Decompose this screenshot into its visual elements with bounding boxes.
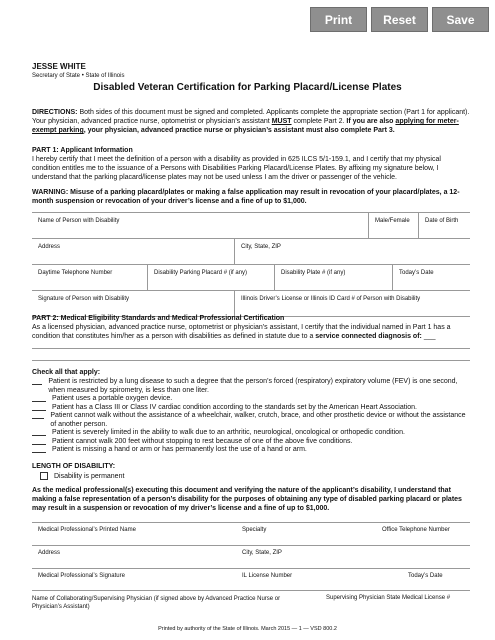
applicant-row-2 [32, 239, 470, 265]
check-item [32, 378, 470, 395]
check-blank[interactable] [32, 438, 46, 445]
check-item [32, 395, 470, 404]
permanent-checkbox[interactable] [40, 472, 48, 480]
check-item-text: Patient has a Class III or Class IV cardiac condition according to the standards set by the American Heart Association. [52, 403, 417, 411]
phone-field[interactable]: Daytime Telephone Number [38, 270, 113, 276]
page-title: Disabled Veteran Certification for Parking Placard/License Plates [93, 82, 402, 93]
check-item-text: Patient is severely limited in the ability to walk due to an arthritic, neurological, oncological or orthopedic condition. [52, 429, 405, 436]
signature-field[interactable]: Signature of Person with Disability [38, 296, 130, 302]
directions-meter-exempt: applying for meter-exempt parking [32, 118, 459, 134]
license-field[interactable]: Illinois Driver’s License or Illinois ID Card # of Person with Disability [234, 291, 470, 316]
footer: Printed by authority of the State of Illinois. March 2015 — 1 — VSD 800.2 [158, 626, 337, 632]
warning-text: Misuse of a parking placard/plates or making a false application may result in revocation of your placard/plates, a 12-month suspension or revocation of your driver’s license and a fine of up to $1,000. [32, 189, 460, 205]
check-item-text: Patient is restricted by a lung disease to such a degree that the person’s forced (respiratory) expiratory volume (FEV) is one second, when measured by spirometry, is less than one liter. [48, 378, 458, 394]
applicant-row-3 [32, 265, 470, 291]
name-field[interactable]: Name of Person with Disability [38, 218, 120, 224]
check-item-text: Patient cannot walk without the assistance of a wheelchair, walker, crutch, brace, and other prosthetic device or without the assistance of another person. [50, 412, 466, 428]
check-item [32, 446, 470, 455]
check-item-text: Patient is missing a hand or arm or has permanently lost the use of a hand or arm. [52, 446, 307, 453]
medical-row-4 [32, 590, 470, 621]
official-name: JESSE WHITE [32, 62, 86, 71]
directions-must: MUST [271, 118, 292, 125]
printed-name-field[interactable]: Medical Professional’s Printed Name [38, 527, 136, 533]
part2-text-blank: ___ [421, 333, 436, 340]
plate-field[interactable]: Disability Plate # (if any) [274, 265, 392, 290]
toolbar [310, 7, 489, 32]
part2-text-1: As a licensed physician, advanced practice nurse, optometrist or physician’s assistant, I certify that the individual named in Part 1 has a condition that constitutes him/her as a person with disabilities as defined in statute due to a [32, 324, 451, 340]
office-phone-field[interactable]: Office Telephone Number [382, 527, 450, 533]
check-list [32, 378, 470, 455]
check-item [32, 438, 470, 447]
check-heading: Check all that apply: [32, 369, 101, 376]
diagnosis-line-2[interactable] [32, 360, 470, 361]
save-button[interactable]: Save [432, 7, 489, 32]
placard-field[interactable]: Disability Parking Placard # (if any) [147, 265, 274, 290]
directions [32, 108, 470, 135]
permanent-option [40, 472, 478, 481]
check-item [32, 404, 470, 413]
medical-city-field[interactable]: City, State, ZIP [242, 550, 282, 556]
part2-text-bold: service connected diagnosis of: [315, 333, 422, 340]
check-blank[interactable] [32, 412, 44, 419]
check-blank[interactable] [32, 404, 46, 411]
check-blank[interactable] [32, 446, 46, 453]
warning-label: WARNING: [32, 189, 69, 196]
address-field[interactable]: Address [38, 244, 61, 250]
print-button[interactable]: Print [310, 7, 367, 32]
check-item-text: Patient uses a portable oxygen device. [52, 395, 173, 402]
length-heading: LENGTH OF DISABILITY: [32, 463, 116, 470]
collab-physician-field[interactable]: Name of Collaborating/Supervising Physician (if signed above by Advanced Practice Nurse or Physician’s Assistant) [32, 596, 281, 610]
medical-date-field[interactable]: Today’s Date [408, 573, 443, 579]
applicant-form [32, 212, 470, 317]
check-item [32, 429, 470, 438]
medical-signature-field[interactable]: Medical Professional’s Signature [38, 573, 125, 579]
reset-button[interactable]: Reset [371, 7, 428, 32]
gender-field[interactable]: Male/Female [368, 213, 418, 238]
permanent-label: Disability is permanent [54, 473, 125, 480]
applicant-row-1 [32, 213, 470, 239]
office-name: Secretary of State • State of Illinois [32, 73, 125, 79]
part1-heading: PART 1: Applicant Information [32, 147, 133, 154]
city-field[interactable]: City, State, ZIP [234, 239, 470, 264]
check-blank[interactable] [32, 429, 46, 436]
warning [32, 188, 470, 206]
medical-address-field[interactable]: Address [38, 550, 61, 556]
check-item-text: Patient cannot walk 200 feet without stopping to rest because of one of the above five conditions. [52, 437, 353, 445]
dob-field[interactable]: Date of Birth [418, 213, 470, 238]
directions-text-1: Both sides of this document must be signed and completed. Applicants complete the appropriate section (Part 1 for applicant). Your physician, advanced practice nurse, optometrist or physician’s assistant [32, 109, 470, 125]
check-item [32, 412, 470, 429]
part2-text [32, 323, 470, 341]
part1-text: I hereby certify that I meet the definition of a person with a disability as provided in 625 ILCS 5/1-159.1, and I certify that my physical condition entitles me to the issuance of a Persons with Disabilities Parking Placard/License Plates. By affixing my signature below, I understand that the parking placard/license plates may not be used unless I am the driver or passenger of the vehicle. [32, 156, 441, 181]
directions-label: DIRECTIONS: [32, 109, 78, 116]
medical-statement: As the medical professional(s) executing this document and verifying the nature of the applicant’s disability, I understand that making a false representation of a person’s disability for the purposes of obtaining any type of disabled parking placard or plates may result in a suspension or revocation of my driver’s license and a fine of up to $1,000. [32, 487, 462, 512]
il-license-field[interactable]: IL License Number [242, 573, 293, 579]
directions-bold-2: , your physician, advanced practice nurse or physician’s assistant must also complete Part 3. [83, 127, 395, 134]
check-blank[interactable] [32, 395, 46, 402]
specialty-field[interactable]: Specialty [242, 527, 267, 533]
directions-text-2: complete Part 2. [291, 118, 347, 125]
collab-license-field[interactable]: Supervising Physician State Medical License # [326, 595, 451, 601]
check-blank[interactable] [32, 378, 42, 385]
diagnosis-line-1[interactable] [32, 348, 470, 349]
part2-heading: PART 2: Medical Eligibility Standards and Medical Professional Certification [32, 315, 285, 322]
date-field[interactable]: Today’s Date [392, 265, 470, 290]
directions-bold-1: If you are also [346, 118, 396, 125]
